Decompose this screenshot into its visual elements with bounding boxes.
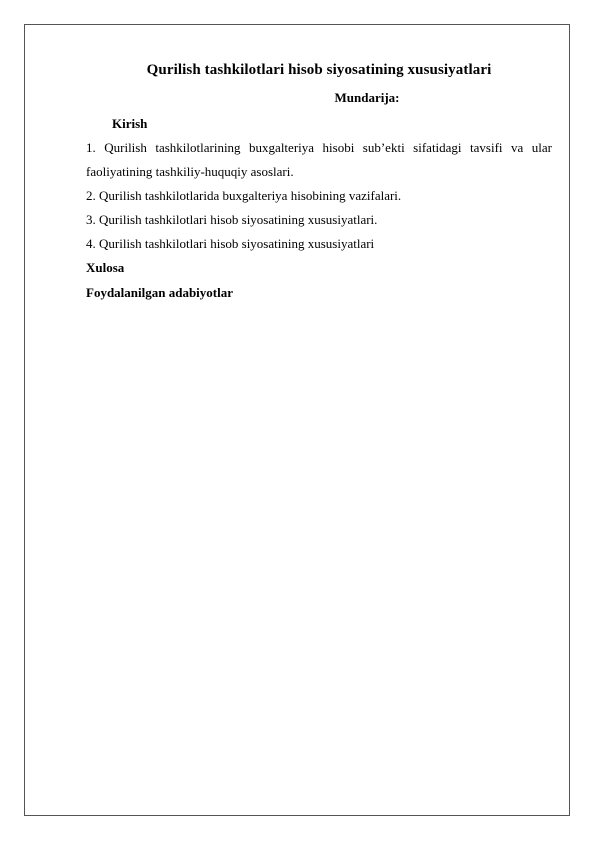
toc-item-2: 2. Qurilish tashkilotlarida buxgalteriya hisobining vazifalari.	[86, 188, 402, 203]
toc-item-3: 3. Qurilish tashkilotlari hisob siyosatining xususiyatlari.	[86, 212, 378, 227]
toc-item-4: 4. Qurilish tashkilotlari hisob siyosatining xususiyatlari	[86, 236, 375, 251]
toc-references: Foydalanilgan adabiyotlar	[86, 285, 233, 300]
toc-item-1-line-2: faoliyatining tashkiliy-huquqiy asoslari.	[86, 164, 294, 179]
toc-intro: Kirish	[112, 116, 148, 131]
contents-heading: Mundarija:	[334, 90, 400, 105]
document-title: Qurilish tashkilotlari hisob siyosatining xususiyatlari	[146, 62, 492, 78]
toc-conclusion: Xulosa	[86, 260, 125, 275]
toc-item-1-line-1: 1. Qurilish tashkilotlarining buxgalteriya hisobi sub’ekti sifatidagi tavsifi va ular	[86, 140, 552, 155]
